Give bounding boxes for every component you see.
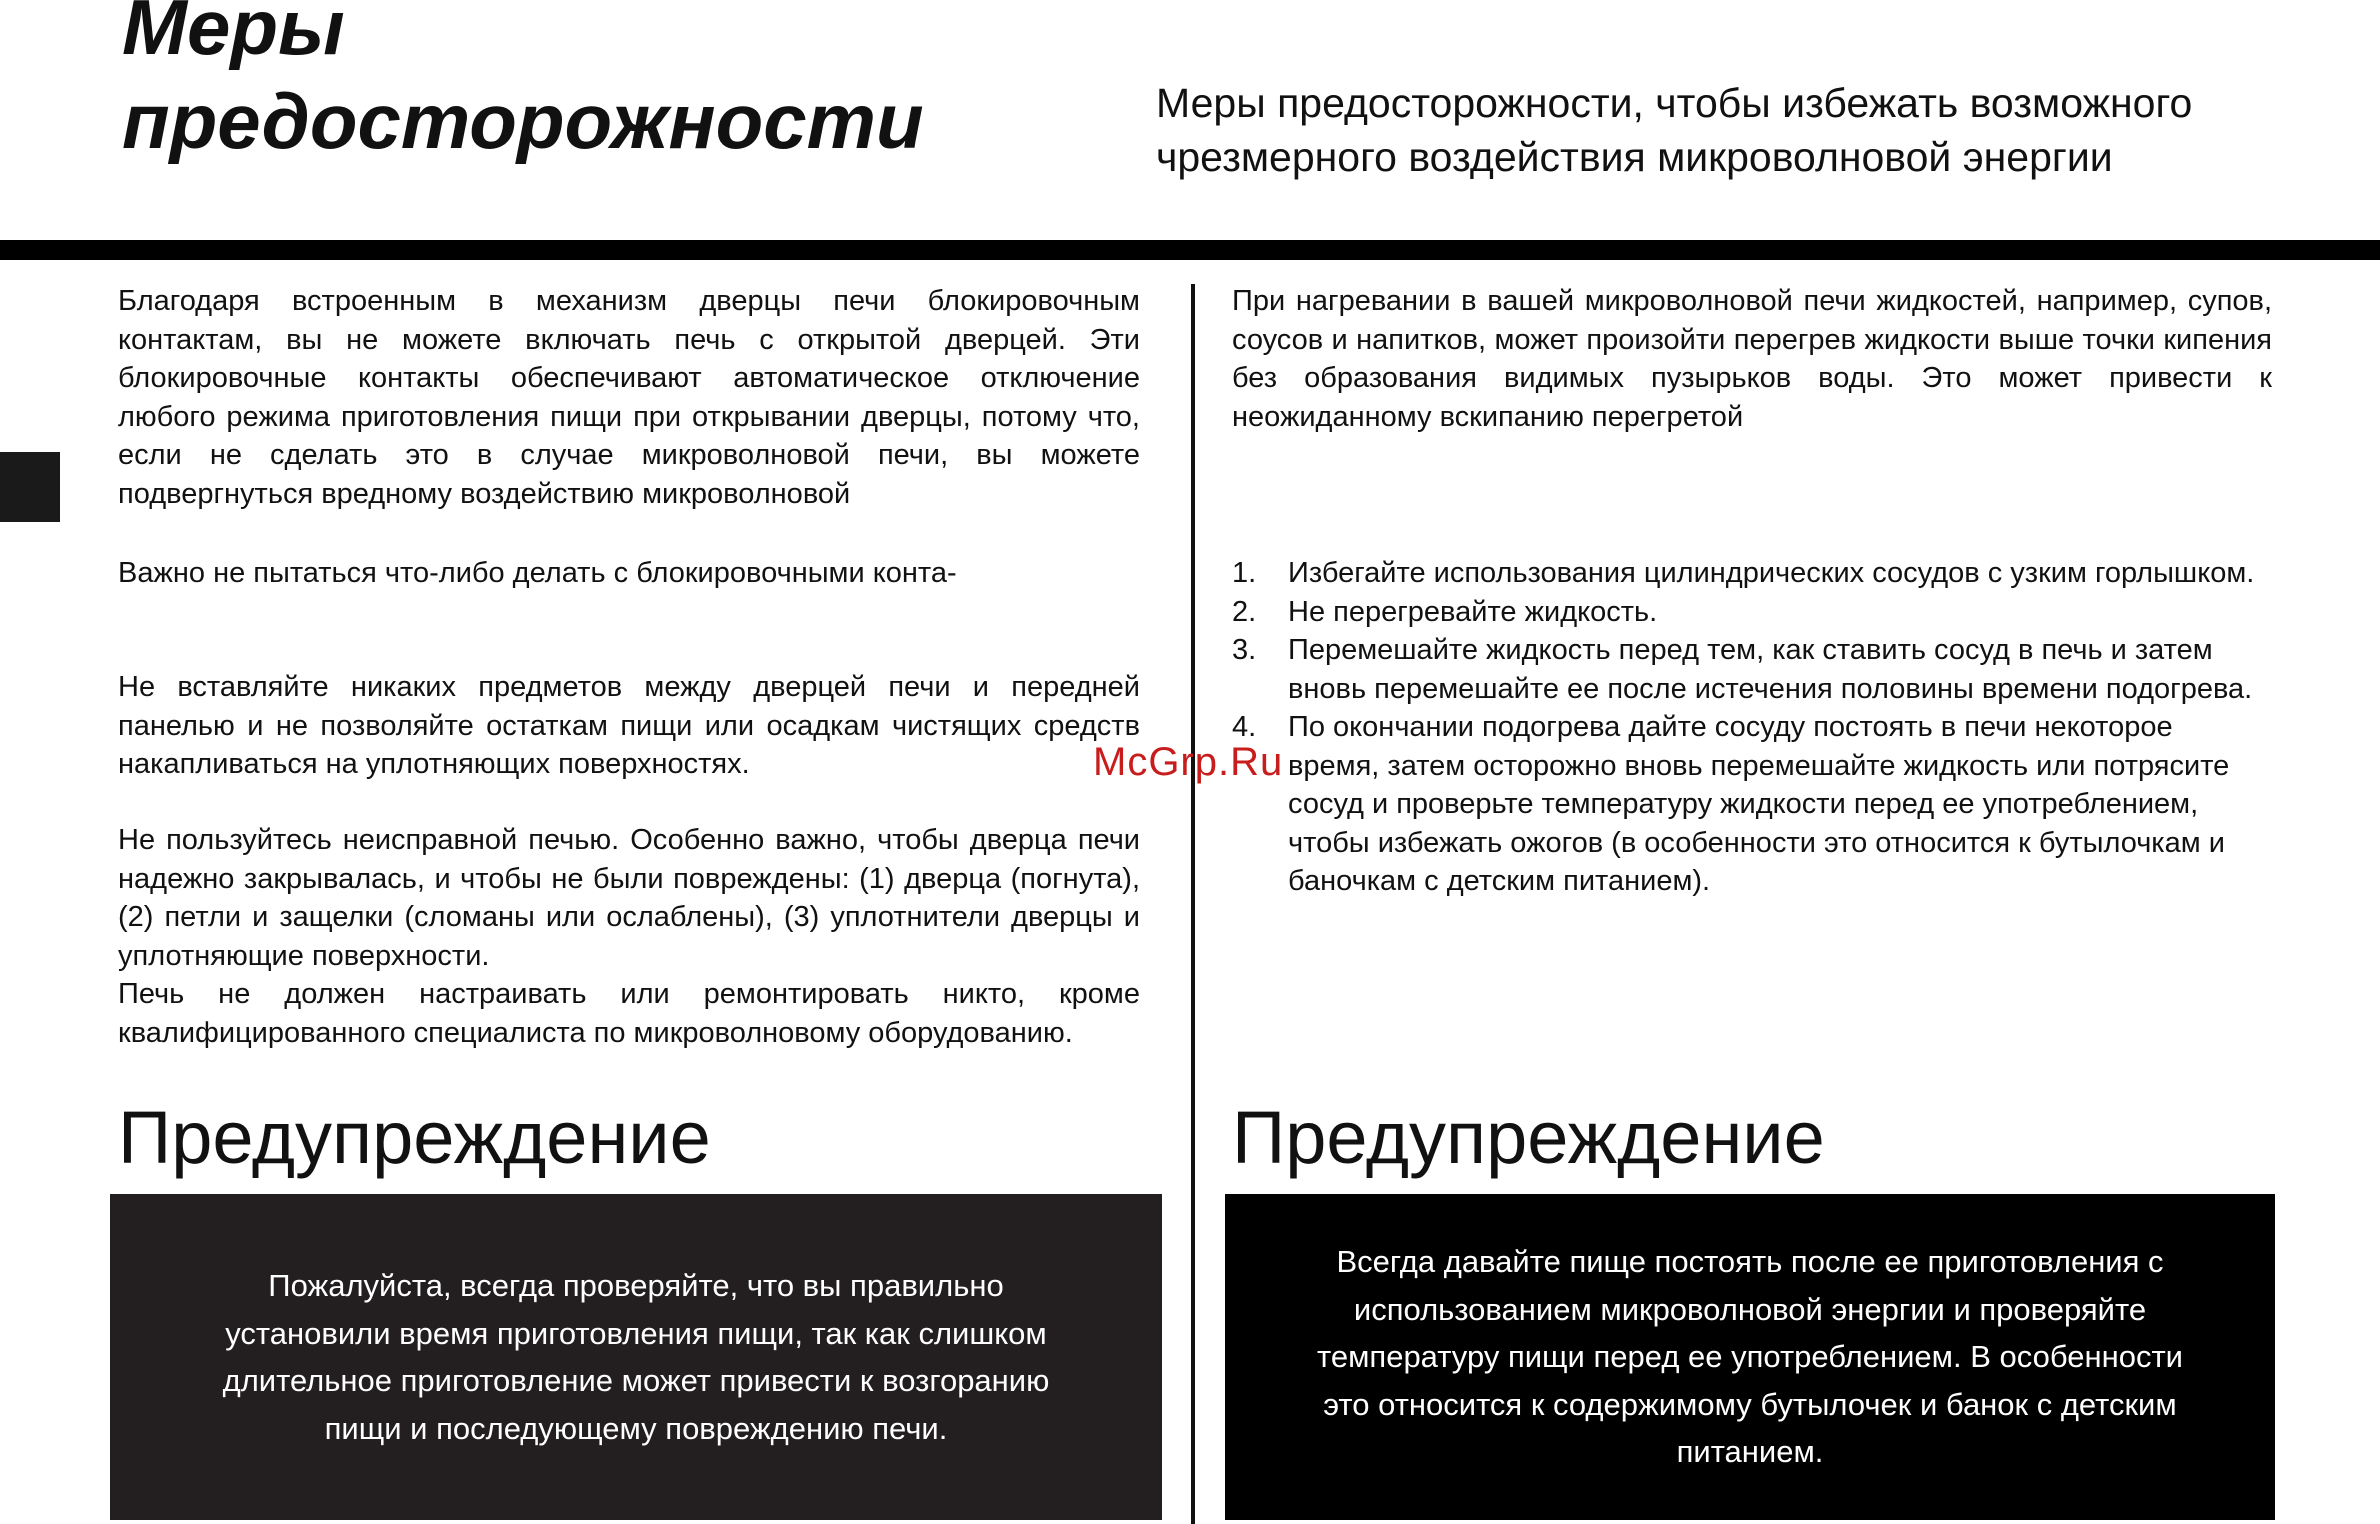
list-number: 1. (1232, 557, 1257, 589)
watermark: McGrp.Ru (1093, 740, 1284, 784)
list-item (1232, 554, 2272, 593)
precaution-list (1232, 554, 2272, 901)
right-paragraph-intro: При нагревании в вашей микроволновой печи жидкостей, например, супов, соусов и напитков, может произойти перегрев жидкости выше точки кипения без образования видимых пузырьков воды. Это может привести к неожиданному вскипанию перегретой (1232, 285, 2272, 433)
left-warning-box (110, 1194, 1162, 1520)
list-text: Перемешайте жидкость перед тем, как ставить сосуд в печь и затем вновь перемешайте ее после истечения половины времени подогрева. (1288, 634, 2253, 705)
list-number: 2. (1232, 595, 1257, 628)
header-rule (0, 240, 2380, 260)
list-number: 3. (1232, 634, 1257, 666)
left-paragraph-interlock: Благодаря встроенным в механизм дверцы печи блокировочным контактам, вы не можете включать печь с открытой дверцей. Эти блокировочные контакты обеспечивают автоматическое отключение любого режима приготовления пищи при открывании дверцы, потому что, если не сделать это в случае микроволновой печи, вы можете подвергнуться вредному воздействию микроволновой (118, 285, 1140, 510)
left-paragraph-repair: Печь не должен настраивать или ремонтировать никто, кроме квалифицированного специалиста по микроволновому оборудованию. (118, 978, 1140, 1049)
column-divider (1191, 284, 1195, 1524)
list-item (1232, 593, 2272, 632)
left-paragraph-objects: Не вставляйте никаких предметов между дверцей печи и передней панелью и не позволяйте остаткам пищи или осадкам чистящих средств накапливаться на уплотняющих поверхностях. (118, 671, 1140, 780)
right-warning-heading: Предупреждение (1232, 1096, 1825, 1179)
left-warning-text: Пожалуйста, всегда проверяйте, что вы правильно установили время приготовления пищи, так как слишком длительное приготовление может привести к возгоранию пищи и последующему повреждению печи. (222, 1268, 1050, 1446)
left-paragraph-damaged-oven: Не пользуйтесь неисправной печью. Особенно важно, чтобы дверца печи надежно закрывалась, и чтобы не были повреждены: (1) дверца (погнута), (2) петли и защелки (сломаны или ослаблены), (3) уплотнители дверцы и уплотняющие поверхности. (118, 824, 1140, 972)
page-subtitle: Меры предосторожности, чтобы избежать возможного чрезмерного воздействия микроволновой энергии (1156, 80, 2193, 180)
left-warning-heading: Предупреждение (118, 1096, 711, 1179)
page-title: Меры предосторожности (122, 0, 924, 165)
right-warning-box (1225, 1194, 2275, 1520)
list-item (1232, 631, 2272, 708)
list-text: По окончании подогрева дайте сосуду постоять в печи некоторое время, затем осторожно вновь перемешайте жидкость или потрясите сосуд и проверьте температуру жидкости перед ее употреблением, чтобы избежать ожогов (в особенности это относится к бутылочкам и баночкам с детским питанием). (1288, 711, 2230, 897)
list-text: Избегайте использования цилиндрических сосудов с узким горлышком. (1288, 557, 2255, 589)
list-item (1232, 708, 2272, 901)
right-warning-text: Всегда давайте пище постоять после ее приготовления с использованием микроволновой энергии и проверяйте температуру пищи перед ее употреблением. В особенности это относится к содержимому бутылочек и банок с детским питанием. (1317, 1244, 2183, 1470)
side-tab-marker (0, 452, 60, 522)
list-text: Не перегревайте жидкость. (1288, 595, 1658, 628)
left-paragraph-tamper: Важно не пытаться что-либо делать с блокировочными конта- (118, 557, 957, 589)
list-number: 4. (1232, 711, 1257, 743)
